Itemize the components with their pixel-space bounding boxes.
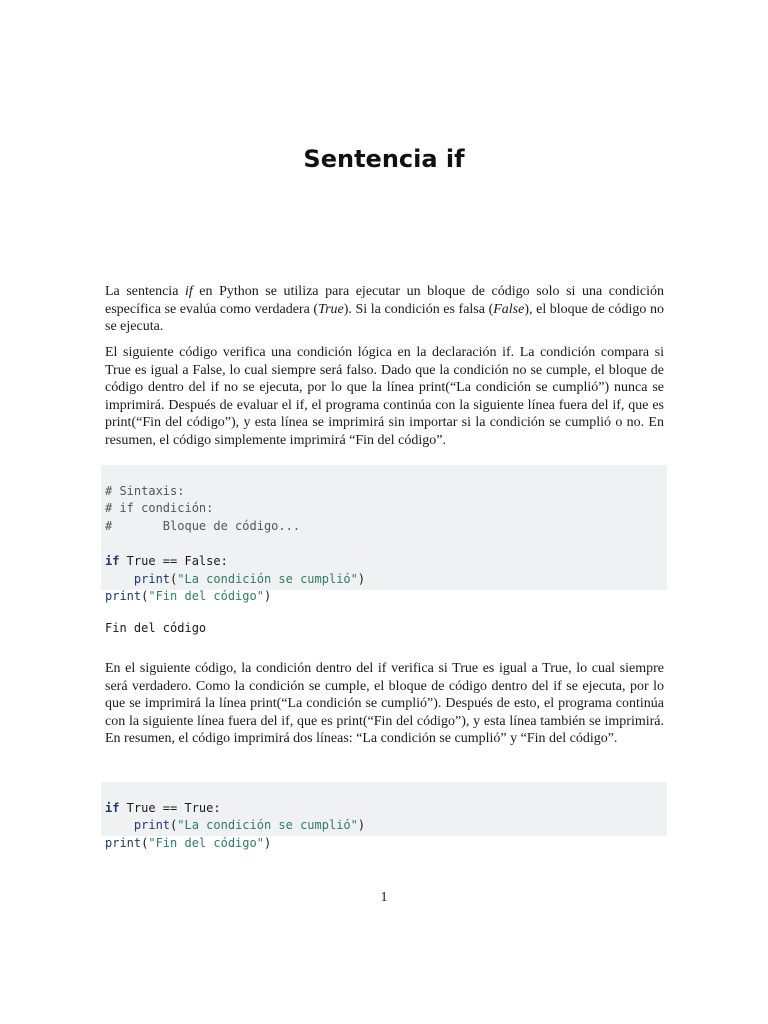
code-paren: ) <box>357 818 366 833</box>
code-indent <box>105 818 134 832</box>
code-keyword: if <box>105 800 120 815</box>
page-title: Sentencia if <box>303 145 465 173</box>
code-blank-line <box>105 535 667 553</box>
code-comment-line: # if condición: <box>105 501 214 516</box>
code-builtin: print <box>133 818 171 833</box>
intro-false-keyword: False <box>493 301 525 317</box>
intro-text-c: ). Si la condición es falsa ( <box>343 301 494 317</box>
intro-paragraph <box>105 283 664 336</box>
code-if-line <box>105 800 667 818</box>
code-string: "Fin del código" <box>148 835 264 850</box>
code-paren: ) <box>357 571 366 586</box>
intro-text-b: en Python se utiliza para ejecutar un bloque de código solo si una condición específica se evalúa como verdadera ( <box>105 284 664 317</box>
code-block-1 <box>101 465 667 604</box>
code-paren: ( <box>141 835 149 850</box>
code-print-line <box>105 571 667 589</box>
intro-if-keyword: if <box>184 284 193 299</box>
intro-text-a: La sentencia <box>105 284 185 299</box>
page-number: 1 <box>380 890 388 905</box>
code-output-1: Fin del código <box>105 621 207 635</box>
code-print-line <box>105 588 667 606</box>
explanation-paragraph-1: El siguiente código verifica una condición lógica en la declaración if. La condición compara si True es igual a False, lo cual siempre será falso. Dado que la condición no se cumple, el bloque de código dentro del if no se ejecuta, por lo que la línea print(“La condición se cumplió”) nunca se imprimirá. Después de evaluar el if, el programa continúa con la siguiente línea fuera del if, que es print(“Fin del código”), y esta línea se imprimirá sin importar si la condición se cumplió o no. En resumen, el código simplemente imprimirá “Fin del código”. <box>105 345 664 448</box>
code-condition: True == False: <box>119 553 228 568</box>
code-builtin: print <box>133 571 171 586</box>
code-block-2 <box>101 782 667 850</box>
code-builtin: print <box>105 589 142 604</box>
code-paren: ) <box>263 835 272 850</box>
intro-true-keyword: True <box>318 301 344 317</box>
explanation-paragraph-2: En el siguiente código, la condición dentro del if verifica si True es igual a True, lo cual siempre será verdadero. Como la condición se cumple, el bloque de código dentro del if se ejecuta, por lo que se imprimirá la línea print(“La condición se cumplió”). Después de esto, el programa continúa con la siguiente línea fuera del if, que es print(“Fin del código”), y esta línea también se imprimirá. En resumen, el código imprimirá dos líneas: “La condición se cumplió” y “Fin del código”. <box>105 661 664 747</box>
code-keyword: if <box>105 553 120 568</box>
code-comment-line: # Bloque de código... <box>105 518 301 533</box>
code-paren: ( <box>170 818 178 833</box>
code-if-line <box>105 553 667 571</box>
code-string: "Fin del código" <box>148 589 264 604</box>
intro-text-d: ), el bloque de código no se ejecuta. <box>105 301 664 335</box>
code-comment-line: # Sintaxis: <box>105 483 185 498</box>
code-paren: ( <box>141 589 149 604</box>
code-indent <box>105 572 134 586</box>
code-string: "La condición se cumplió" <box>177 818 358 833</box>
code-builtin: print <box>105 835 142 850</box>
code-paren: ) <box>263 589 272 604</box>
code-condition: True == True: <box>119 800 221 815</box>
code-string: "La condición se cumplió" <box>177 571 358 586</box>
code-print-line <box>105 817 667 835</box>
code-paren: ( <box>170 571 178 586</box>
code-print-line <box>105 835 667 853</box>
